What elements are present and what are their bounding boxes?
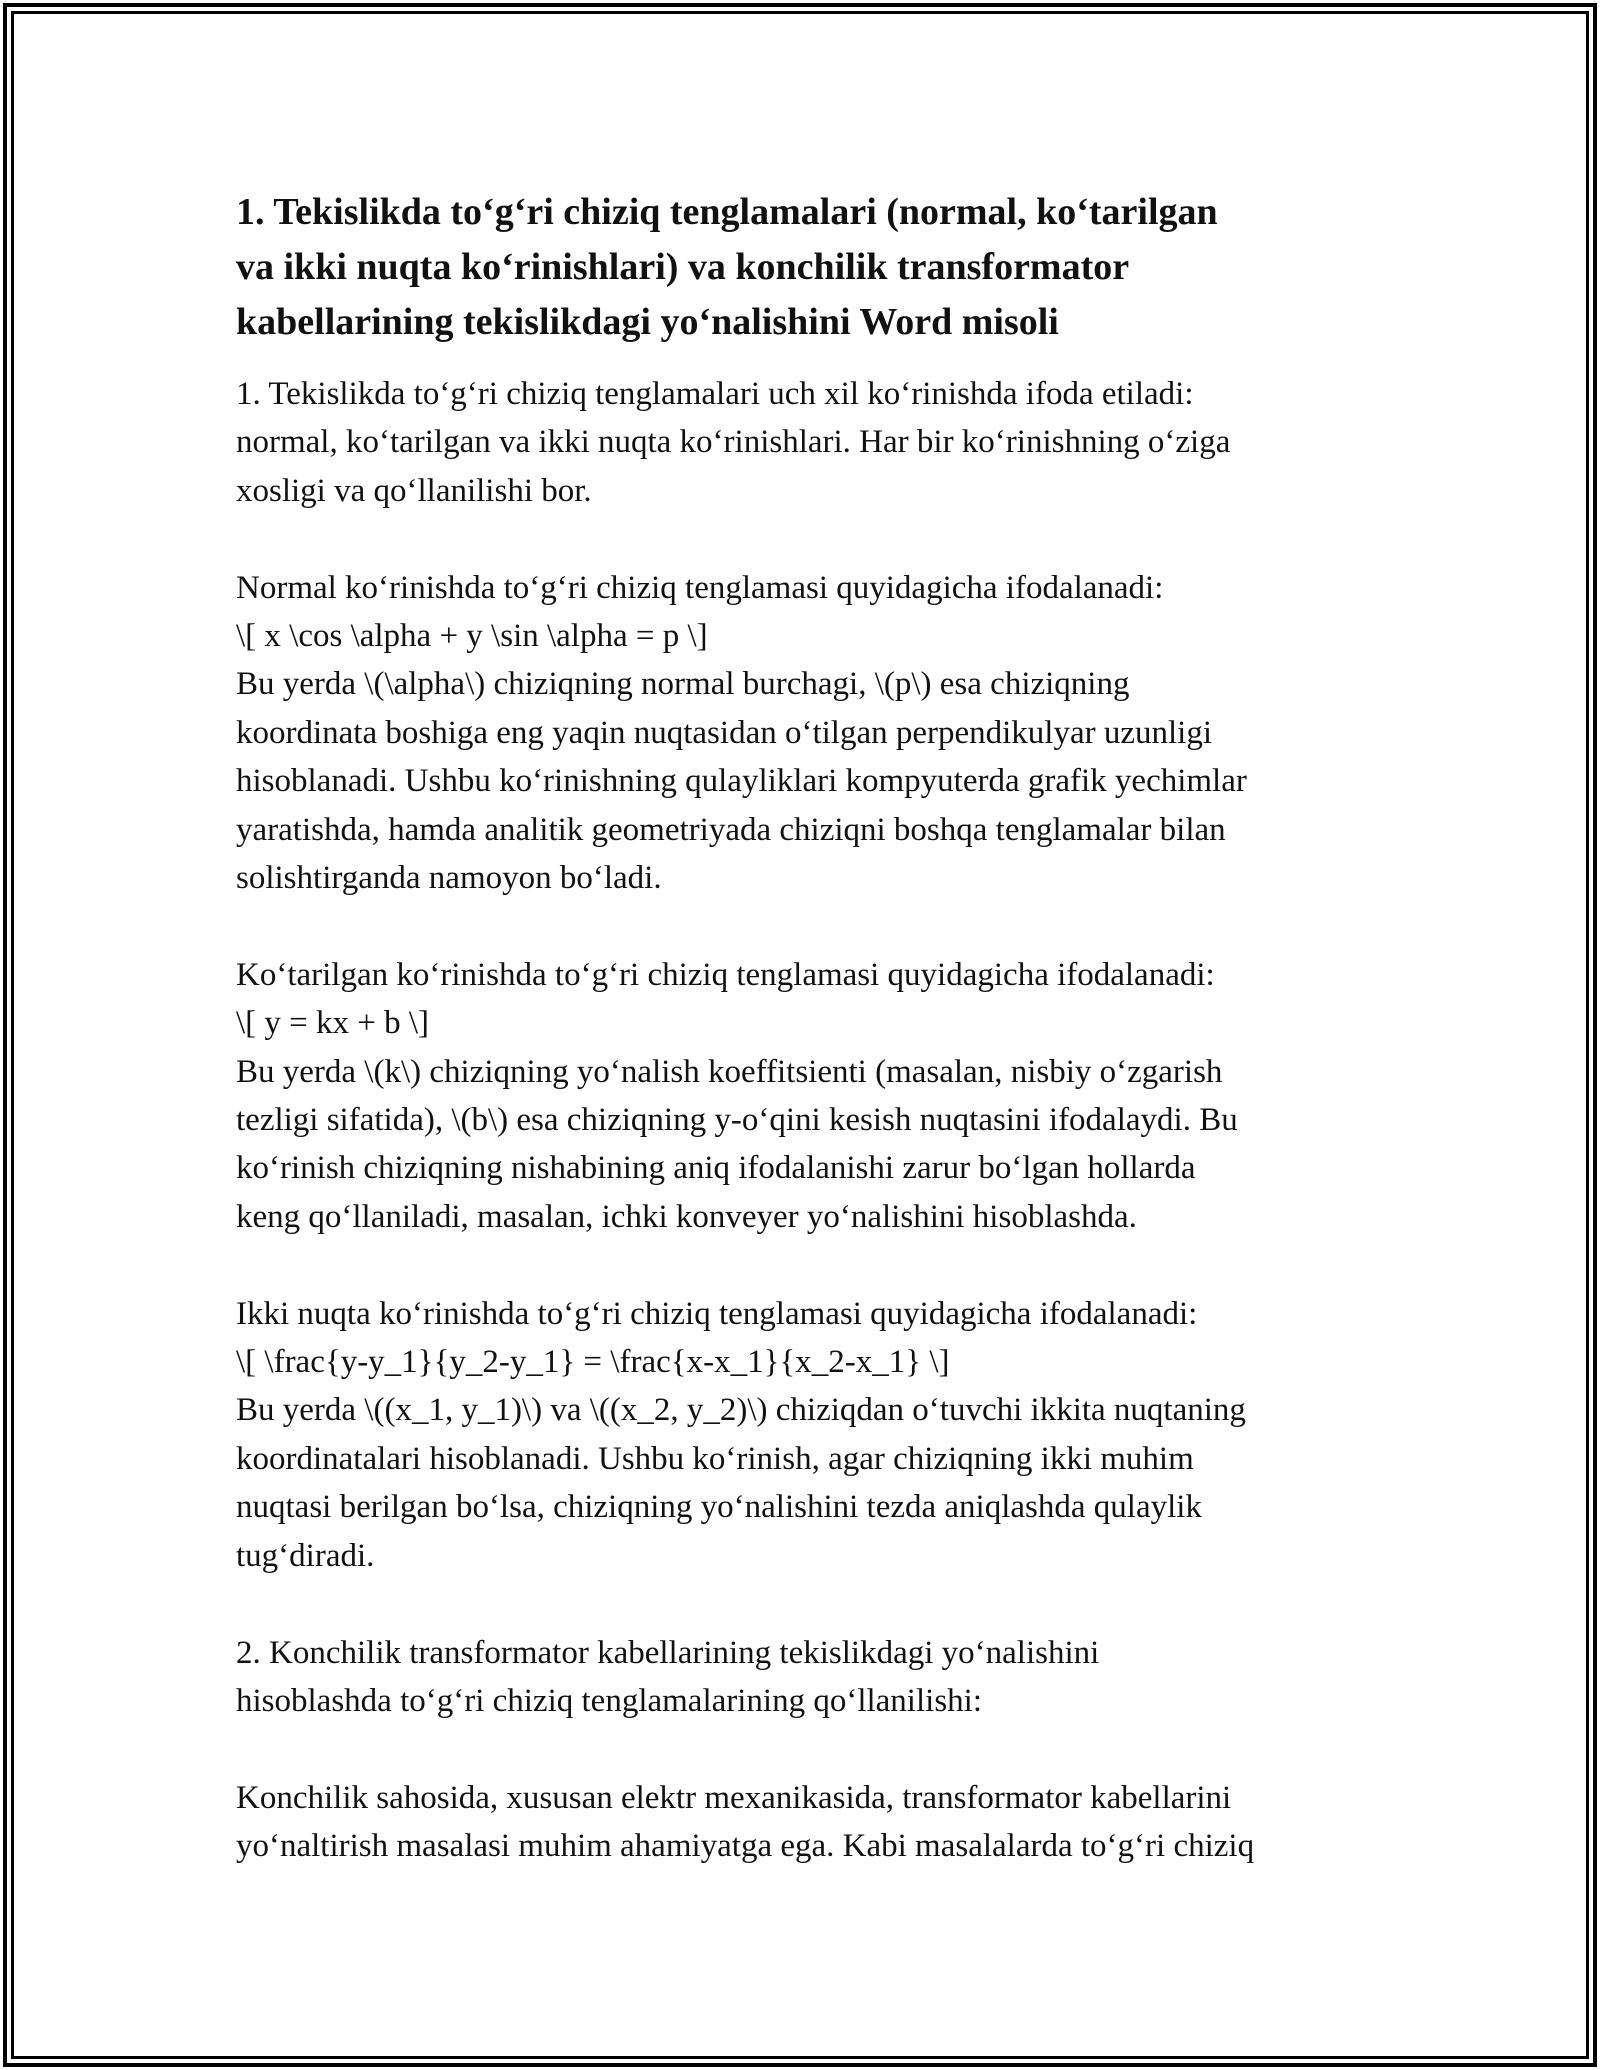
title-line: kabellarining tekislikdagi yo‘nalishini Word misoli xyxy=(236,301,1059,343)
blank-line xyxy=(236,1725,1386,1773)
body-line: 1. Tekislikda to‘g‘ri chiziq tenglamalari uch xil ko‘rinishda ifoda etiladi: xyxy=(236,376,1194,412)
section-heading-line: hisoblashda to‘g‘ri chiziq tenglamalarining qo‘llanilishi: xyxy=(236,1682,982,1719)
body-line: Normal ko‘rinishda to‘g‘ri chiziq tenglamasi quyidagicha ifodalanadi: xyxy=(236,569,1164,606)
body-line: koordinatalari hisoblanadi. Ushbu ko‘rinish, agar chiziqning ikki muhim xyxy=(236,1440,1194,1477)
equation-line: \[ \frac{y-y_1}{y_2-y_1} = \frac{x-x_1}{x_2-x_1} \] xyxy=(236,1344,950,1381)
equation-line: \[ x \cos \alpha + y \sin \alpha = p \] xyxy=(236,618,708,655)
body-line: Ikki nuqta ko‘rinishda to‘g‘ri chiziq tenglamasi quyidagicha ifodalanadi: xyxy=(236,1295,1198,1332)
body-line: solishtirganda namoyon bo‘ladi. xyxy=(236,860,662,897)
blank-line xyxy=(236,515,1386,563)
body-line: Ko‘tarilgan ko‘rinishda to‘g‘ri chiziq tenglamasi quyidagicha ifodalanadi: xyxy=(236,956,1215,993)
body-line: nuqtasi berilgan bo‘lsa, chiziqning yo‘nalishini tezda aniqlashda qulaylik xyxy=(236,1489,1202,1526)
body-line: tezligi sifatida), \(b\) esa chiziqning y-o‘qini kesish nuqtasini ifodalaydi. Bu xyxy=(236,1102,1238,1139)
section-heading-line: 2. Konchilik transformator kabellarining tekislikdagi yo‘nalishini xyxy=(236,1634,1100,1671)
body-line: yo‘naltirish masalasi muhim ahamiyatga ega. Kabi masalalarda to‘g‘ri chiziq xyxy=(236,1828,1255,1865)
body-line: Konchilik sahosida, xususan elektr mexanikasida, transformator kabellarini xyxy=(236,1779,1232,1816)
body-line: Bu yerda \((x_1, y_1)\) va \((x_2, y_2)\) chiziqdan o‘tuvchi ikkita nuqtaning xyxy=(236,1392,1246,1429)
blank-line xyxy=(236,1580,1386,1628)
body-line: yaratishda, hamda analitik geometriyada chiziqni boshqa tenglamalar bilan xyxy=(236,811,1226,848)
blank-line xyxy=(236,902,1386,950)
body-line: tug‘diradi. xyxy=(236,1537,375,1574)
document-content xyxy=(236,185,1386,1871)
body-line: Bu yerda \(\alpha\) chiziqning normal burchagi, \(p\) esa chiziqning xyxy=(236,666,1130,703)
body-line: xosligi va qo‘llanilishi bor. xyxy=(236,472,592,509)
body-line: normal, ko‘tarilgan va ikki nuqta ko‘rinishlari. Har bir ko‘rinishning o‘ziga xyxy=(236,424,1231,461)
body-line: Bu yerda \(k\) chiziqning yo‘nalish koeffitsienti (masalan, nisbiy o‘zgarish xyxy=(236,1053,1223,1090)
document-body xyxy=(236,370,1386,1871)
body-line: hisoblanadi. Ushbu ko‘rinishning qulayliklari kompyuterda grafik yechimlar xyxy=(236,763,1247,800)
title-line: 1. Tekislikda to‘g‘ri chiziq tenglamalari (normal, ko‘tarilgan xyxy=(236,191,1218,233)
document-title xyxy=(236,185,1386,350)
blank-line xyxy=(236,1241,1386,1289)
body-line: keng qo‘llaniladi, masalan, ichki konveyer yo‘nalishini hisoblashda. xyxy=(236,1198,1137,1235)
body-line: koordinata boshiga eng yaqin nuqtasidan o‘tilgan perpendikulyar uzunligi xyxy=(236,714,1213,751)
body-line: ko‘rinish chiziqning nishabining aniq ifodalanishi zarur bo‘lgan hollarda xyxy=(236,1150,1196,1187)
equation-line: \[ y = kx + b \] xyxy=(236,1005,430,1042)
title-line: va ikki nuqta ko‘rinishlari) va konchilik transformator xyxy=(236,246,1130,288)
